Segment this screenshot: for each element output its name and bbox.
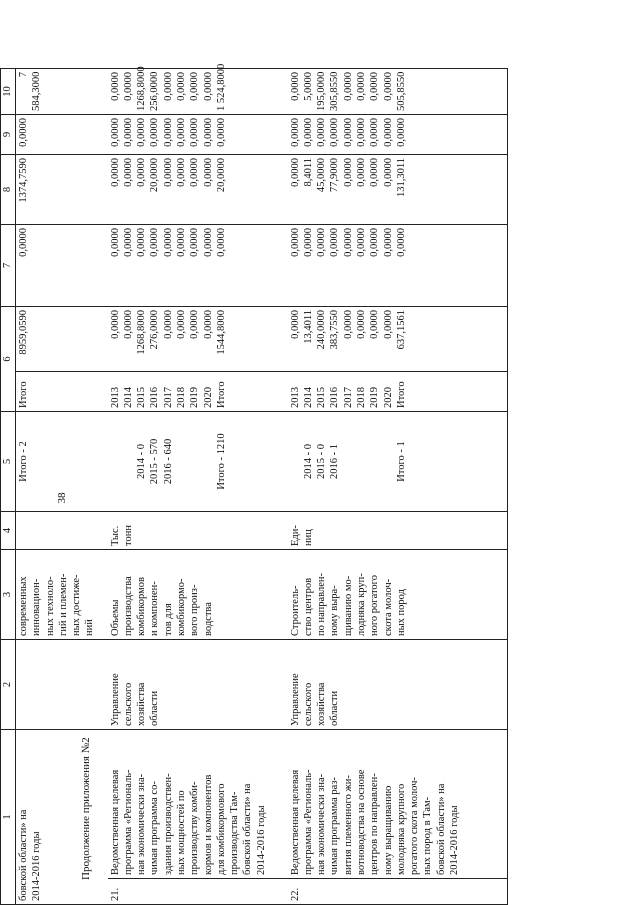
cell-target-total: Итого - 2: [16, 412, 108, 512]
cell-program-name: Ведомственная целевая программа «Региональ- ная экономически зна- чимая программа со- здания производствен- ных мощностей по производству комби- кормов и компонентов для комбикормового производства Там- бовской области» на 2014-2016 годы: [108, 730, 288, 879]
cell-other-funding: 7 584,3000: [16, 69, 108, 115]
cell-responsible: [16, 640, 108, 730]
cell-other-funding: 0,0000 5,0000 195,0000 305,8550 0,0000 0,0000 0,0000 0,0000 505,8550: [288, 69, 508, 115]
cell-regional-funding: 0,0000 0,0000 0,0000 20,0000 0,0000 0,0000 0,0000 0,0000 20,0000: [108, 155, 288, 225]
cell-indicator: Строитель- ство центров по направлен- ному выра- щиванию мо- лодняка круп- ного рогатого скота молоч- ных пород: [288, 550, 508, 640]
cell-local-funding: 0,0000 0,0000 0,0000 0,0000 0,0000 0,0000 0,0000 0,0000 0,0000: [288, 115, 508, 155]
cell-target-values: 2014 - 0 2015 - 0 2016 - 1 Итого - 1: [288, 412, 508, 512]
rotated-table-container: [0, 55, 545, 905]
header-cell-2: 2: [1, 640, 16, 730]
header-cell-9: 9: [1, 115, 16, 155]
cell-program-name: бовской области» на 2014-2016 годы: [16, 730, 108, 905]
cell-federal-funding: 0,0000 0,0000 0,0000 0,0000 0,0000 0,0000 0,0000 0,0000 0,0000: [108, 225, 288, 307]
header-row: [1, 69, 16, 905]
cell-unit: Тыс. тонн: [108, 512, 288, 550]
continuation-row: [16, 69, 108, 905]
header-cell-4: 4: [1, 512, 16, 550]
cell-years: 2013 2014 2015 2016 2017 2018 2019 2020 Итого: [288, 372, 508, 412]
cell-unit: [16, 512, 108, 550]
header-cell-1: 1: [1, 730, 16, 905]
cell-other-funding: 0,0000 0,0000 1268,8000 256,0000 0,0000 0,0000 0,0000 0,0000 1 524,8000: [108, 69, 288, 115]
header-cell-8: 8: [1, 155, 16, 225]
table-row: [288, 69, 508, 905]
page-number: 38: [56, 492, 68, 504]
cell-local-funding: 0,0000 0,0000 0,0000 0,0000 0,0000 0,0000 0,0000 0,0000 0,0000: [108, 115, 288, 155]
cell-program-name: Ведомственная целевая программа «Региональ- ная экономически зна- чимая программа раз- вития племенного жи- вотноводства на основе центров по направлен- ному выращиванию молодняка крупного рогатого скота молоч- ных пород в Там- бовской области» на 2014-2016 годы: [288, 730, 508, 879]
cell-responsible: Управление сельского хозяйства области: [108, 640, 288, 730]
cell-years: 2013 2014 2015 2016 2017 2018 2019 2020 Итого: [108, 372, 288, 412]
cell-total-funding: 8959,0590: [16, 307, 108, 372]
cell-total-funding: 0,0000 0,0000 1268,8000 276,0000 0,0000 0,0000 0,0000 0,0000 1544,8000: [108, 307, 288, 372]
cell-year-total: Итого: [16, 372, 108, 412]
header-cell-6: 6: [1, 307, 16, 412]
header-cell-5: 5: [1, 412, 16, 512]
cell-regional-funding: 0,0000 8,4011 45,0000 77,9000 0,0000 0,0000 0,0000 0,0000 131,3011: [288, 155, 508, 225]
cell-federal-funding: 0,0000 0,0000 0,0000 0,0000 0,0000 0,0000 0,0000 0,0000 0,0000: [288, 225, 508, 307]
cell-federal-funding: 0,0000: [16, 225, 108, 307]
header-cell-10: 10: [1, 69, 16, 115]
appendix-title: Продолжение приложения №2: [80, 737, 92, 880]
cell-unit: Еди- ниц: [288, 512, 508, 550]
cell-total-funding: 0,0000 13,4011 240,0000 383,7550 0,0000 0,0000 0,0000 0,0000 637,1561: [288, 307, 508, 372]
row-number: 22.: [288, 879, 508, 905]
cell-regional-funding: 1374,7590: [16, 155, 108, 225]
row-number: 21.: [108, 879, 288, 905]
cell-target-values: 2014 - 0 2015 - 570 2016 - 640 Итого - 1210: [108, 412, 288, 512]
cell-indicator: Объемы производства комбикормов и компонен- тов для комбикормо- вого произ- водства: [108, 550, 288, 640]
header-cell-3: 3: [1, 550, 16, 640]
program-table: [0, 63, 508, 905]
cell-local-funding: 0,0000: [16, 115, 108, 155]
cell-responsible: Управление сельского хозяйства области: [288, 640, 508, 730]
cell-indicator: современных инновацион- ных техноло- гий и племен- ных достиже- ний: [16, 550, 108, 640]
table-row: [108, 69, 288, 905]
header-cell-7: 7: [1, 225, 16, 307]
